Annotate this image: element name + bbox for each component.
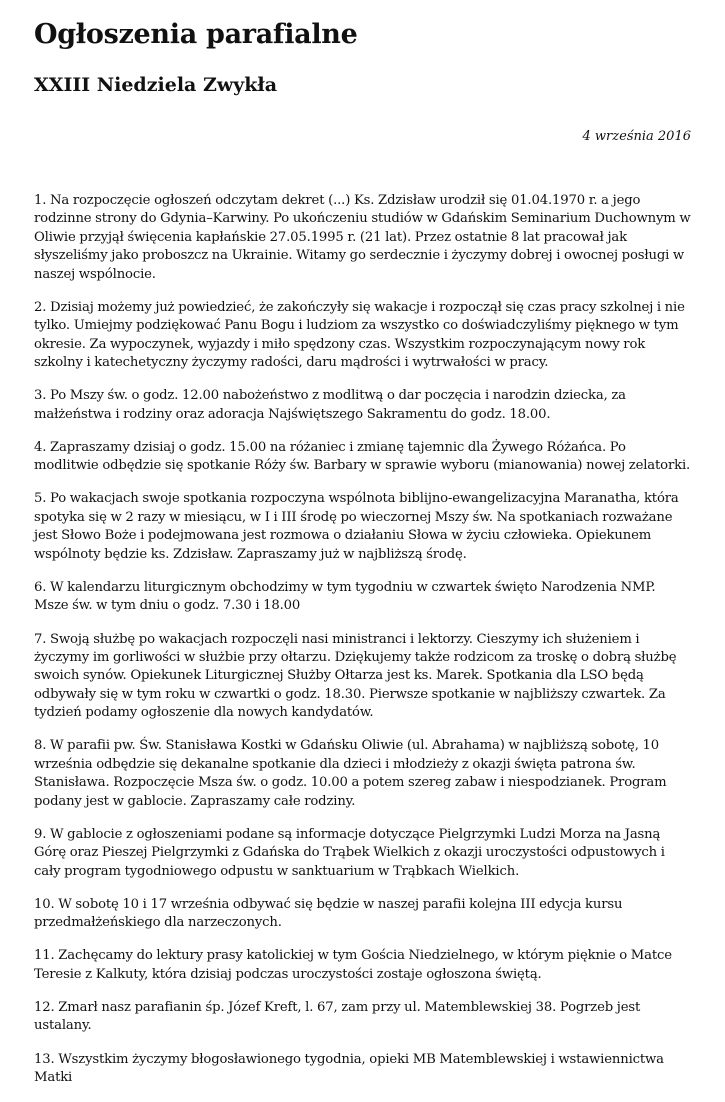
announcement-item: 4. Zapraszamy dzisiaj o godz. 15.00 na różaniec i zmianę tajemnic dla Żywego Różańca. Po modlitwie odbędzie się spotkanie Róży św. Barbary w sprawie wyboru (mianowania) nowej zelatorki. [34,439,691,474]
announcement-item: 3. Po Mszy św. o godz. 12.00 nabożeństwo z modlitwą o dar poczęcia i narodzin dziecka, za małżeństwa i rodziny oraz adoracja Najświętszego Sakramentu do godz. 18.00. [34,388,626,422]
announcement-item: 7. Swoją służbę po wakacjach rozpoczęli nasi ministranci i lektorzy. Cieszymy ich służeniem i życzymy im gorliwości w służbie przy ołtarzu. Dziękujemy także rodzicom za troskę o dobrą służbę swoich synów. Opiekunek Liturgicznej Służby Ołtarza jest ks. Marek. Spotkania dla LSO będą odbywały się w tym roku w czwartki o godz. 18.30. Pierwsze spotkanie w najbliższy czwartek. Za tydzień podamy ogłoszenie dla nowych kandydatów. [34,631,677,721]
document-date: 4 września 2016 [582,129,691,144]
announcement-item: 1. Na rozpoczęcie ogłoszeń odczytam dekret (...) Ks. Zdzisław urodził się 01.04.1970 r. a jego rodzinne strony do Gdynia–Karwiny. Po ukończeniu studiów w Gdańskim Seminarium Duchownym w Oliwie przyjął święcenia kapłańskie 27.05.1995 r. (21 lat). Przez ostatnie 8 lat pracował jak słyszeliśmy jako proboszcz na Ukrainie. Witamy go serdecznie i życzymy dobrej i owocnej posługi w naszej wspólnocie. [34,193,691,282]
announcement-item: 11. Zachęcamy do lektury prasy katolickiej w tym Gościa Niedzielnego, w którym pięknie o Matce Teresie z Kalkuty, która dzisiaj podczas uroczystości zostaje ogłoszona świętą. [34,948,672,982]
announcement-item: 13. Wszystkim życzymy błogosławionego tygodnia, opieki MB Matemblewskiej i wstawiennictwa Matki [34,1051,664,1085]
announcement-item: 12. Zmarł nasz parafianin śp. Józef Kreft, l. 67, zam przy ul. Matemblewskiej 38. Pogrzeb jest ustalany. [34,999,641,1034]
announcement-item: 2. Dzisiaj możemy już powiedzieć, że zakończyły się wakacje i rozpoczął się czas pracy szkolnej i nie tylko. Umiejmy podziękować Panu Bogu i ludziom za wszystko co doświadczyliśmy pięknego w tym okresie. Za wypoczynek, wyjazdy i miło spędzony czas. Wszystkim rozpoczynającym nowy rok szkolny i katechetyczny życzymy radości, daru mądrości i wytrwałości w pracy. [34,299,685,371]
page-title: Ogłoszenia parafialne [34,19,358,50]
announcement-item: 5. Po wakacjach swoje spotkania rozpoczyna wspólnota biblijno-ewangelizacyjna Maranatha, która spotyka się w 2 razy w miesiącu, w I i III środę po wieczornej Mszy św. Na spotkaniach rozważane jest Słowo Boże i podejmowana jest rozmowa o działaniu Słowa w życiu człowieka. Opiekunem wspólnoty będzie ks. Zdzisław. Zapraszamy już w najbliższą środę. [34,491,679,562]
announcement-item: 8. W parafii pw. Św. Stanisława Kostki w Gdańsku Oliwie (ul. Abrahama) w najbliższą sobotę, 10 września odbędzie się dekanalne spotkanie dla dzieci i młodzieży z okazji święta patrona św. Stanisława. Rozpoczęcie Msza św. o godz. 10.00 a potem szereg zabaw i niespodzianek. Program podany jest w gablocie. Zapraszamy całe rodziny. [34,738,667,809]
announcement-item: 6. W kalendarzu liturgicznym obchodzimy w tym tygodniu w czwartek święto Narodzenia NMP. Msze św. w tym dniu o godz. 7.30 i 18.00 [34,579,656,614]
announcement-list [34,192,691,1102]
announcement-item: 9. W gablocie z ogłoszeniami podane są informacje dotyczące Pielgrzymki Ludzi Morza na Jasną Górę oraz Pieszej Pielgrzymki z Gdańska do Trąbek Wielkich z okazji uroczystości odpustowych i cały program tygodniowego odpustu w sanktuarium w Trąbkach Wielkich. [34,826,665,879]
announcement-item: 10. W sobotę 10 i 17 września odbywać się będzie w naszej parafii kolejna III edycja kursu przedmałżeńskiego dla narzeczonych. [34,896,623,931]
page-subtitle: XXIII Niedziela Zwykła [34,74,278,96]
